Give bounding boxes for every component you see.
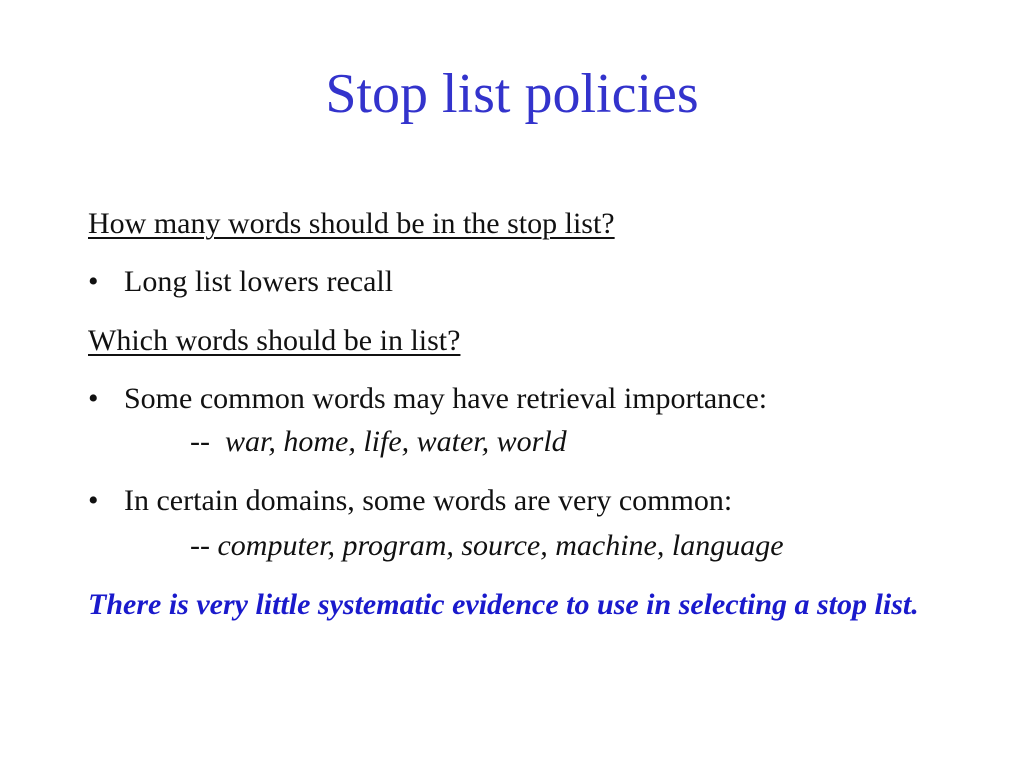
- question-which-words: Which words should be in list?: [88, 324, 461, 357]
- bullet-text: In certain domains, some words are very common:: [124, 484, 733, 517]
- conclusion-statement: There is very little systematic evidence to use in selecting a stop list.: [88, 588, 919, 621]
- bullet-text: Some common words may have retrieval importance:: [124, 382, 768, 415]
- examples-common-words: [190, 424, 567, 460]
- examples-domain-words: [190, 528, 784, 564]
- bullet-domains: [88, 483, 732, 519]
- bullet-icon: •: [88, 382, 99, 415]
- slide-title: Stop list policies: [325, 63, 699, 125]
- bullet-icon: •: [88, 265, 99, 298]
- dash-marker: --: [190, 425, 210, 458]
- bullet-common-words: [88, 381, 767, 417]
- question-stop-list-size: How many words should be in the stop list?: [88, 207, 615, 240]
- bullet-text: Long list lowers recall: [124, 265, 394, 298]
- example-words: computer, program, source, machine, language: [217, 529, 784, 562]
- bullet-icon: •: [88, 484, 99, 517]
- example-words: war, home, life, water, world: [224, 425, 567, 458]
- bullet-long-list: [88, 264, 393, 300]
- dash-marker: --: [190, 529, 210, 562]
